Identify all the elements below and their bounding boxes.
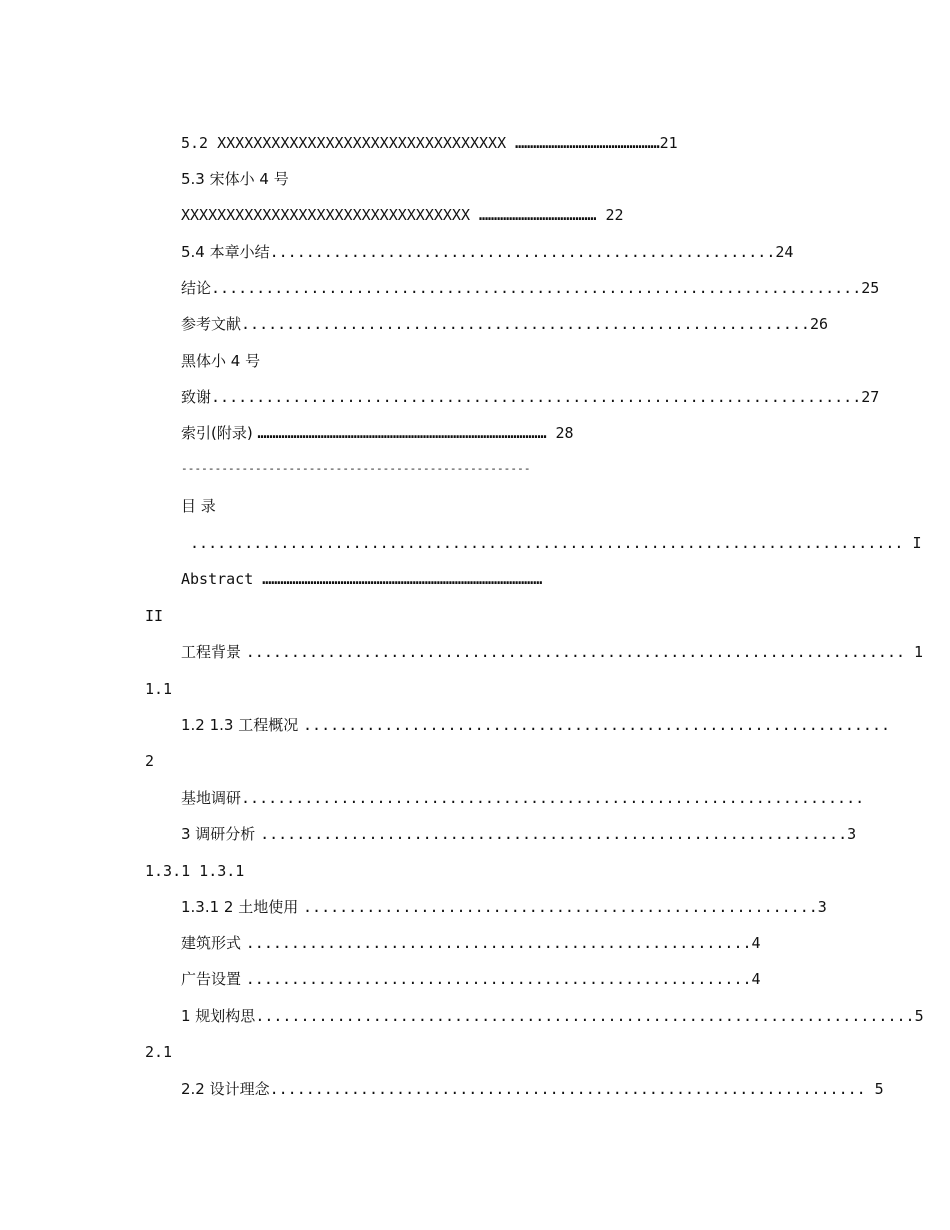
toc-entry-5-4 <box>181 242 793 262</box>
toc-entry-references <box>181 314 828 334</box>
toc-entry-title: 3 调研分析 <box>181 825 261 843</box>
toc-page-number: I <box>903 534 922 552</box>
toc-leader-dots: ………………………………………… <box>515 134 660 152</box>
toc-entry-land-use <box>181 897 827 917</box>
toc-entry-title: Abstract <box>181 570 263 588</box>
toc-entry-abstract-cn <box>181 533 922 553</box>
toc-entry-title: 1 规划构思 <box>181 1007 256 1025</box>
toc-entry-building-form <box>181 933 761 953</box>
toc-entry-index <box>181 423 574 443</box>
toc-leader-dots: ................................................................. <box>260 825 848 843</box>
toc-entry-site-survey <box>181 788 864 808</box>
toc-entry-conclusion <box>181 278 879 298</box>
toc-entry-title: 5.4 本章小结 <box>181 243 270 261</box>
toc-entry-title: 黑体小 4 号 <box>181 352 261 370</box>
toc-page-number: 27 <box>861 388 880 406</box>
toc-section-number-text: 2.1 <box>145 1043 173 1061</box>
toc-page-number: 25 <box>861 279 880 297</box>
toc-heading <box>181 496 216 516</box>
toc-leader-dots: ........................................................ <box>269 243 776 261</box>
toc-entry-title: 结论 <box>181 279 212 297</box>
toc-leader-dots: ………………………………… <box>479 206 597 224</box>
toc-entry-title: 致谢 <box>181 388 212 406</box>
toc-entry-title: 5.2 XXXXXXXXXXXXXXXXXXXXXXXXXXXXXXXX <box>181 134 516 152</box>
toc-entry-design-philosophy <box>181 1079 884 1099</box>
toc-entry-planning-concept <box>181 1006 924 1026</box>
toc-entry-title: 索引(附录) <box>181 424 258 442</box>
toc-page-number: II <box>145 607 164 625</box>
toc-entry-abstract <box>181 569 542 589</box>
toc-leader-dots: ………………………………………………………………………………… <box>262 570 543 588</box>
toc-leader-dots: ........................................................ <box>245 934 752 952</box>
toc-page-number: 1 <box>905 643 924 661</box>
toc-leader-dots: …………………………………………………………………………………… <box>257 424 547 442</box>
toc-page-number: 4 <box>751 970 761 988</box>
toc-entry-advertising <box>181 969 761 989</box>
toc-leader-dots: ............................................................................... <box>190 534 904 552</box>
toc-leader-dots: ............................................................... <box>241 315 810 333</box>
toc-entry-survey-analysis <box>181 824 856 844</box>
toc-entry-title: 5.3 宋体小 4 号 <box>181 170 289 188</box>
toc-leader-dots: ........................................................................ <box>211 279 862 297</box>
toc-page-number: 28 <box>546 424 574 442</box>
toc-entry-5-3-continued <box>181 205 624 225</box>
toc-page-number: 5 <box>865 1080 884 1098</box>
toc-heading-text: 目 录 <box>181 497 216 515</box>
toc-page-number-wrap <box>145 751 154 771</box>
toc-entry-title: 建筑形式 <box>181 934 246 952</box>
toc-page-number: 26 <box>809 315 829 333</box>
toc-entry-project-background <box>181 642 923 662</box>
toc-font-note <box>181 351 260 371</box>
separator-dashes <box>181 459 531 479</box>
toc-entry-5-3 <box>181 169 289 189</box>
toc-page-number: 4 <box>751 934 761 952</box>
toc-page-number: 22 <box>596 206 624 224</box>
toc-leader-dots: ..................................................................... <box>241 789 865 807</box>
separator-text: ---------------------------------------------------- <box>181 462 531 475</box>
toc-entry-title: 广告设置 <box>181 970 246 988</box>
toc-leader-dots: ........................................................ <box>245 970 752 988</box>
toc-entry-title: 基地调研 <box>181 789 242 807</box>
toc-section-number <box>145 679 172 699</box>
toc-page-number: 21 <box>659 134 678 152</box>
toc-entry-title: 工程背景 <box>181 643 246 661</box>
toc-section-number-text: 1.1 <box>145 680 173 698</box>
toc-entry-acknowledgements <box>181 387 879 407</box>
toc-leader-dots: ......................................................... <box>303 898 818 916</box>
toc-leader-dots: ......................................................................... <box>255 1007 915 1025</box>
toc-entry-title: 1.3.1 2 土地使用 <box>181 898 304 916</box>
toc-leader-dots: ......................................................................... <box>245 643 906 661</box>
toc-entry-title: 2.2 设计理念 <box>181 1080 270 1098</box>
toc-page-number: 24 <box>775 243 794 261</box>
toc-entry-title: XXXXXXXXXXXXXXXXXXXXXXXXXXXXXXXX <box>181 206 480 224</box>
toc-section-number-text: 1.3.1 1.3.1 <box>145 862 245 880</box>
toc-entry-project-overview <box>181 715 890 735</box>
toc-leader-dots: ........................................................................ <box>211 388 862 406</box>
toc-leader-dots: .................................................................. <box>269 1080 866 1098</box>
toc-entry-title <box>181 534 190 552</box>
toc-page-number: 3 <box>817 898 827 916</box>
toc-entry-title: 1.2 1.3 工程概况 <box>181 716 304 734</box>
toc-leader-dots: ................................................................. <box>303 716 891 734</box>
toc-entry-5-2 <box>181 133 678 153</box>
toc-page-number: 2 <box>145 752 155 770</box>
toc-page-number: 5 <box>914 1007 924 1025</box>
toc-section-number <box>145 861 244 881</box>
toc-page-number: 3 <box>847 825 857 843</box>
toc-entry-title: 参考文献 <box>181 315 242 333</box>
toc-page-number-wrap <box>145 606 163 626</box>
toc-section-number <box>145 1042 172 1062</box>
